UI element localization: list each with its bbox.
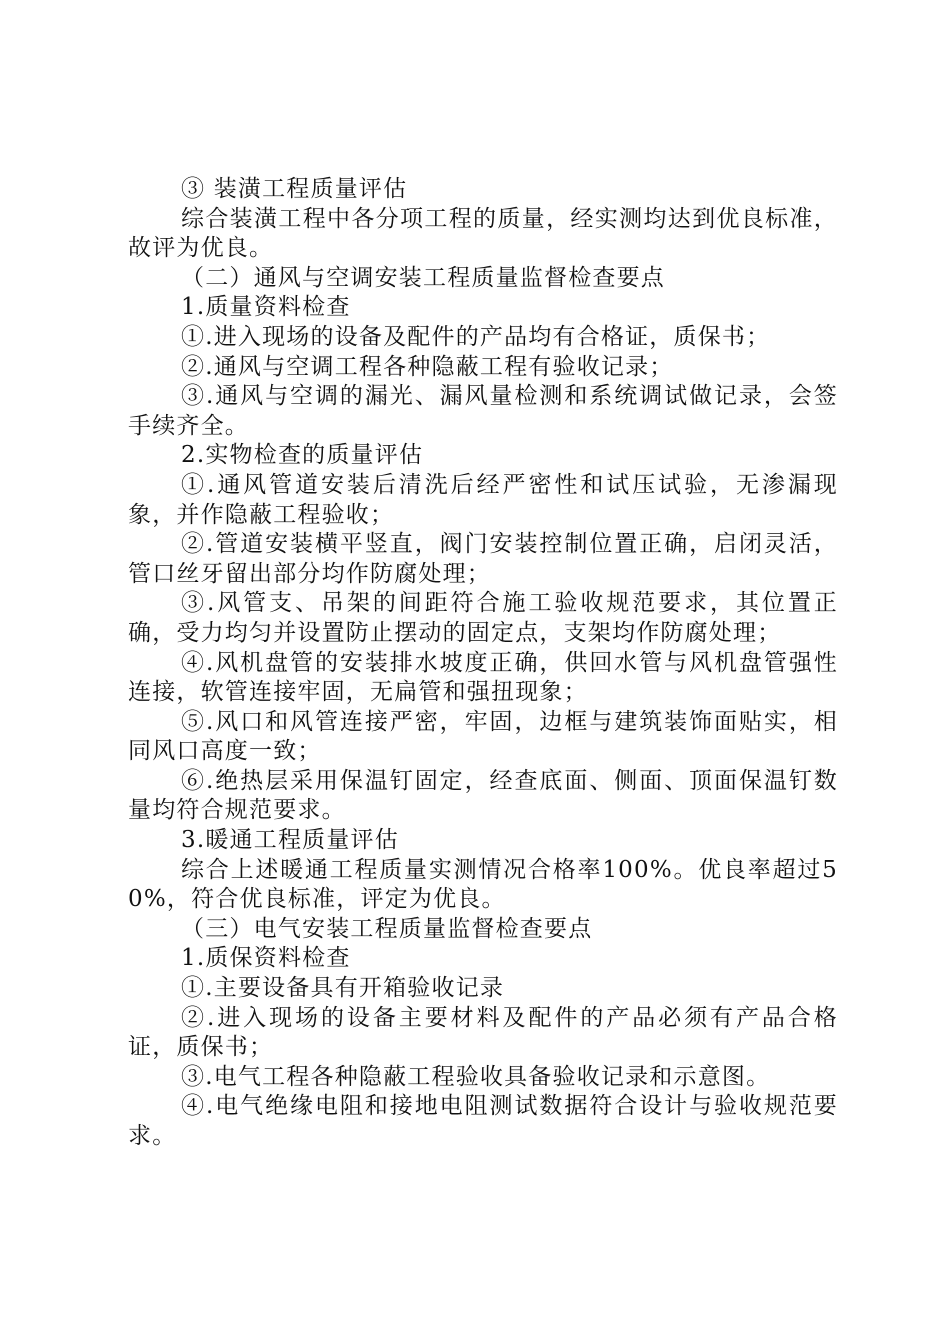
paragraph-electrical-docs-heading: 1.质保资料检查	[181, 945, 351, 972]
list-item: ⑥.绝热层采用保温钉固定，经查底面、侧面、顶面保温钉数量均符合规范要求。	[128, 767, 838, 824]
paragraph-hvac-inspection-heading: 2.实物检查的质量评估	[181, 442, 424, 469]
list-item: ③.电气工程各种隐蔽工程验收具备验收记录和示意图。	[181, 1063, 771, 1090]
list-item: ②.进入现场的设备主要材料及配件的产品必须有产品合格证，质保书；	[128, 1004, 838, 1061]
list-item: ①.进入现场的设备及配件的产品均有合格证，质保书；	[181, 323, 771, 350]
paragraph-decoration-summary: 综合装潢工程中各分项工程的质量，经实测均达到优良标准，故评为优良。	[128, 205, 838, 262]
document-body	[128, 175, 838, 1152]
section-heading-hvac: （二）通风与空调安装工程质量监督检查要点	[181, 264, 665, 291]
list-item: ③.风管支、吊架的间距符合施工验收规范要求，其位置正确，受力均匀并设置防止摆动的固定点，支架均作防腐处理；	[128, 590, 838, 646]
list-item: ③.通风与空调的漏光、漏风量检测和系统调试做记录，会签手续齐全。	[128, 383, 838, 439]
list-item: ④.电气绝缘电阻和接地电阻测试数据符合设计与验收规范要求。	[128, 1093, 838, 1149]
list-item: ④.风机盘管的安装排水坡度正确，供回水管与风机盘管强性连接，软管连接牢固，无扁管和强扭现象；	[128, 649, 838, 706]
list-item: ②.管道安装横平竖直，阀门安装控制位置正确，启闭灵活，管口丝牙留出部分均作防腐处理；	[128, 531, 838, 587]
list-item: ①.主要设备具有开箱验收记录	[181, 975, 505, 1002]
list-item: ②.通风与空调工程各种隐蔽工程有验收记录；	[181, 353, 674, 380]
list-item: ⑤.风口和风管连接严密，牢固，边框与建筑装饰面贴实，相同风口高度一致；	[128, 708, 838, 765]
paragraph-hvac-assessment-summary: 综合上述暖通工程质量实测情况合格率100%。优良率超过50%，符合优良标准，评定为优良。	[128, 856, 838, 913]
section-heading-electrical: （三）电气安装工程质量监督检查要点	[181, 915, 593, 942]
paragraph-hvac-docs-heading: 1.质量资料检查	[181, 294, 351, 321]
paragraph-hvac-assessment-heading: 3.暖通工程质量评估	[181, 827, 399, 854]
list-item: ①.通风管道安装后清洗后经严密性和试压试验，无渗漏现象，并作隐蔽工程验收；	[128, 471, 838, 528]
paragraph-decoration-heading: ③ 装潢工程质量评估	[181, 176, 408, 202]
